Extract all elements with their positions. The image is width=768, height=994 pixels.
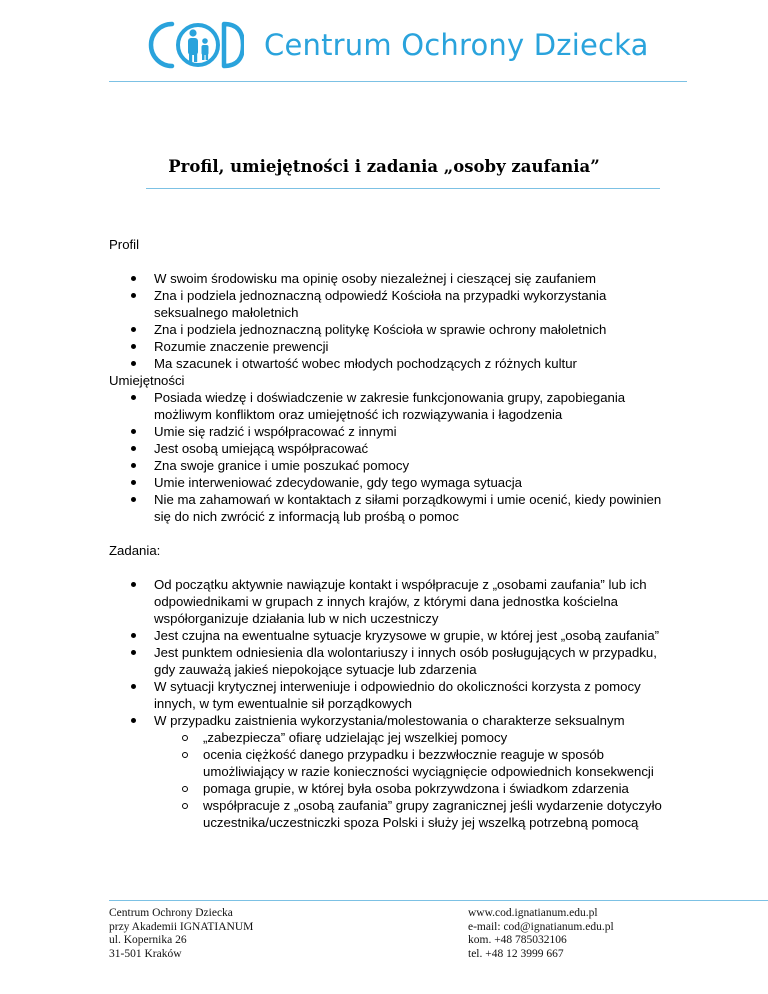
zadania-list [109,576,669,729]
document-body [109,236,669,831]
list-item: W sytuacji krytycznej interweniuje i odpowiednio do okoliczności korzysta z pomocy innych, w tym ewentualnie sił porządkowych [109,678,669,712]
section-label-umiejetnosci: Umiejętności [109,373,185,388]
list-item: Nie ma zahamowań w kontaktach z siłami porządkowymi i umie ocenić, kiedy powinien się do nich zwrócić z informacją lub prośbą o pomoc [109,491,669,525]
list-item: Rozumie znaczenie prewencji [109,338,669,355]
document-title: Profil, umiejętności i zadania „osoby zaufania” [168,157,600,176]
umiejetnosci-list [109,389,669,525]
footer-org-affiliation: przy Akademii IGNATIANUM [109,920,254,933]
list-item: Jest osobą umiejącą współpracować [109,440,669,457]
list-item: Posiada wiedzę i doświadczenie w zakresie funkcjonowania grupy, zapobiegania możliwym konfliktom oraz umiejętność ich rozwiązywania i łagodzenia [109,389,669,423]
section-label-profil: Profil [109,237,140,252]
footer-website: www.cod.ignatianum.edu.pl [468,907,598,919]
sub-list-item: „zabezpiecza” ofiarę udzielając jej wszelkiej pomocy [109,729,669,746]
footer-org-name: Centrum Ochrony Dziecka [109,907,233,919]
profil-list [109,270,669,372]
footer-email: e-mail: cod@ignatianum.edu.pl [468,920,614,933]
sub-list-item: ocenia ciężkość danego przypadku i bezzwłocznie reaguje w sposób umożliwiający w razie konieczności wyciągnięcie odpowiednich konsekwencji [109,746,669,780]
footer-mobile: kom. +48 785032106 [468,934,567,946]
list-item: Umie interweniować zdecydowanie, gdy tego wymaga sytuacja [109,474,669,491]
list-item: Zna swoje granice i umie poszukać pomocy [109,457,669,474]
list-item: Ma szacunek i otwartość wobec młodych pochodzących z różnych kultur [109,355,669,372]
list-item: W swoim środowisku ma opinię osoby niezależnej i cieszącej się zaufaniem [109,270,669,287]
list-item: Od początku aktywnie nawiązuje kontakt i współpracuje z „osobami zaufania” lub ich odpowiednikami w grupach z innych krajów, z którymi dana jednostka kościelna współorganizuje działania lub w nich uczestniczy [109,576,669,627]
footer-divider [109,900,768,901]
list-item: W przypadku zaistnienia wykorzystania/molestowania o charakterze seksualnym [109,712,669,729]
footer-street: ul. Kopernika 26 [109,934,187,946]
list-item: Zna i podziela jednoznaczną politykę Kościoła w sprawie ochrony małoletnich [109,321,669,338]
header-logo [148,18,649,72]
list-item: Jest czujna na ewentualne sytuacje kryzysowe w grupie, w której jest „osobą zaufania” [109,627,669,644]
footer-city: 31-501 Kraków [109,947,182,960]
list-item: Jest punktem odniesienia dla wolontariuszy i innych osób posługujących w przypadku, gdy zauważą jakieś niepokojące sytuacje lub zdarzenia [109,644,669,678]
section-label-zadania: Zadania: [109,543,161,558]
footer-phone: tel. +48 12 3999 667 [468,947,564,960]
list-item: Umie się radzić i współpracować z innymi [109,423,669,440]
sub-list-item: współpracuje z „osobą zaufania” grupy zagranicznej jeśli wydarzenie dotyczyło uczestnika/uczestniczki spoza Polski i służy jej wszelką potrzebną pomocą [109,797,669,831]
title-underline [146,188,660,189]
cod-logo-icon [148,18,244,72]
footer-contact [468,907,614,961]
header-divider [109,81,687,82]
list-item: Zna i podziela jednoznaczną odpowiedź Kościoła na przypadki wykorzystania seksualnego małoletnich [109,287,669,321]
sub-list-item: pomaga grupie, w której była osoba pokrzywdzona i świadkom zdarzenia [109,780,669,797]
footer-address [109,907,253,961]
logo-text: Centrum Ochrony Dziecka [264,28,649,62]
zadania-sublist [109,729,669,831]
